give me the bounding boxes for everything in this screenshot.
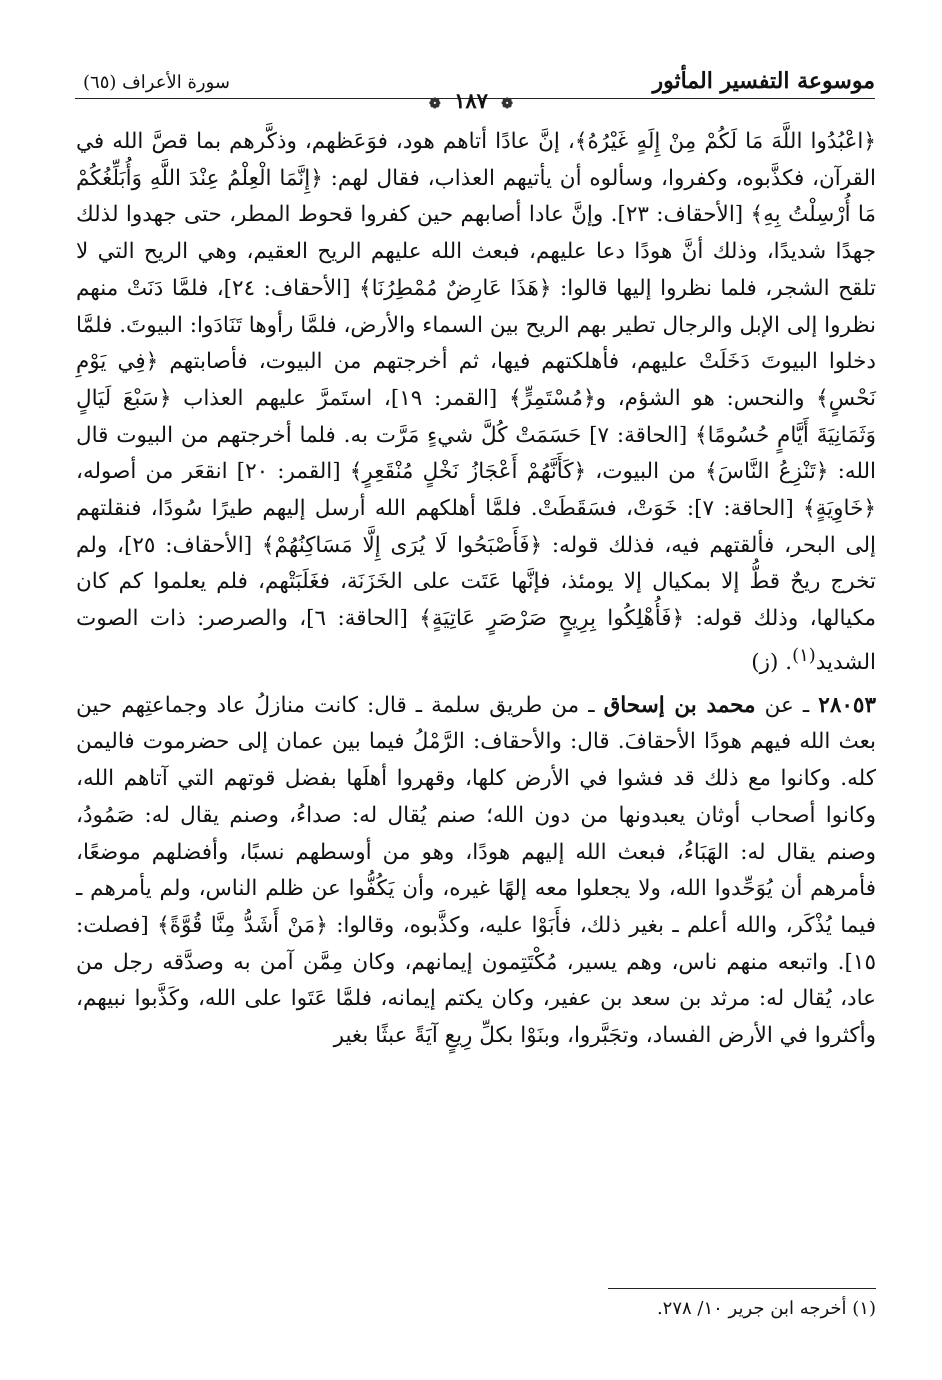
main-text (76, 124, 876, 1055)
surah-label: سورة الأعراف (٦٥) (83, 72, 230, 93)
book-title: موسوعة التفسير المأثور (652, 68, 875, 94)
paragraph-2-body: ـ من طريق سلمة ـ قال: كانت منازلُ عاد وجماعتِهم حين بعث الله فيهم هودًا الأحقافَ. قال: والأحقاف: الرَّمْلُ فيما بين عمان إلى حضرموت فاليمن كله. وكانوا مع ذلك قد فشوا في الأرض كلها، وقهروا أهلَها بفضل قوتهم التي آتاهم الله، وكانوا أصحاب أوثان يعبدونها من دون الله؛ صنم يُقال له: صداءُ، وصنم يقال له: صَمُودُ، وصنم يقال له: الهَبَاءُ، فبعث الله إليهم هودًا، وهو من أوسطهم نسبًا، وأفضلهم موضعًا، فأمرهم أن يُوَحِّدوا الله، ولا يجعلوا معه إلهًا غيره، وأن يَكُفُّوا عن ظلم الناس، ولم يأمرهم ـ فيما يُذْكَر، والله أعلم ـ بغير ذلك، فأَبَوْا عليه، وكذَّبوه، وقالوا: ﴿مَنْ أَشَدُّ مِنَّا قُوَّةً﴾ [فصلت: ١٥]. واتبعه منهم ناس، وهم يسير، مُكْتَتِمون إيمانهم، وكان مِمَّن آمن به وصدَّقه رجل من عاد، يُقال له: مرثد بن سعد بن عفير، وكان يكتم إيمانه، فلمَّا عَتَوا على الله، وكَذَّبوا نبيهم، وأكثروا في الأرض الفساد، وتجَبَّروا، وبنَوْا بكلِّ رِيعٍ آيَةً عبثًا بغير (76, 692, 876, 1049)
ornament-icon: ❁ (501, 96, 513, 112)
ornament-icon: ❁ (429, 96, 441, 112)
paragraph-1-tail: . (ز) (751, 650, 793, 675)
page-number-row (0, 88, 942, 113)
paragraph-1-body: ﴿اعْبُدُوا اللَّهَ مَا لَكُمْ مِنْ إِلَهٍ غَيْرُهُ﴾، إنَّ عادًا أتاهم هود، فوَعَظهم، وذكَّرهم بما قصَّ الله في القرآن، فكذَّبوه، وكفروا، وسألوه أن يأتيهم العذاب، فقال لهم: ﴿إِنَّمَا الْعِلْمُ عِنْدَ اللَّهِ وَأُبَلِّغُكُمْ مَا أُرْسِلْتُ بِهِ﴾ [الأحقاف: ٢٣]. وإنَّ عادا أصابهم حين كفروا قحوط المطر، حتى جهدوا لذلك جهدًا شديدًا، وذلك أنَّ هودًا دعا عليهم، فبعث الله عليهم الريح العقيم، وهي الريح التي لا تلقح الشجر، فلما نظروا إليها قالوا: ﴿هَذَا عَارِضٌ مُمْطِرُنَا﴾ [الأحقاف: ٢٤]، فلمَّا دَنَتْ منهم نظروا إلى الإبل والرجال تطير بهم الريح بين السماء والأرض، فلمَّا رأوها تَنَادَوا: البيوتَ. فلمَّا دخلوا البيوتَ دَخَلَتْ عليهم، فأهلكتهم فيها، ثم أخرجتهم من البيوت، فأصابتهم ﴿فِي يَوْمِ نَحْسٍ﴾ والنحس: هو الشؤم، و﴿مُسْتَمِرٍّ﴾ [القمر: ١٩]، استَمرَّ عليهم العذاب ﴿سَبْعَ لَيَالٍ وَثَمَانِيَةَ أَيَّامٍ حُسُومًا﴾ [الحاقة: ٧] حَسَمَتْ كُلَّ شيءٍ مَرَّت به. فلما أخرجتهم من البيوت قال الله: ﴿تَنْزِعُ النَّاسَ﴾ من البيوت، ﴿كَأَنَّهُمْ أَعْجَازُ نَخْلٍ مُنْقَعِرٍ﴾ [القمر: ٢٠] انقعَر من أصوله، ﴿خَاوِيَةٍ﴾ [الحاقة: ٧]: خَوَتْ، فسَقَطَتْ. فلمَّا أهلكهم الله أرسل إليهم طيرًا سُودًا، فنقلتهم إلى البحر، فألقتهم فيه، فذلك قوله: ﴿فَأَصْبَحُوا لَا يُرَى إِلَّا مَسَاكِنُهُمْ﴾ [الأحقاف: ٢٥]، ولم تخرج ريحٌ قطُّ إلا بمكيال إلا يومئذ، فإنَّها عَتَت على الخَزَنَة، فغَلَبَتْهم، فلم يعلموا كم كان مكيالها، وذلك قوله: ﴿فَأُهْلِكُوا بِرِيحٍ صَرْصَرٍ عَاتِيَةٍ﴾ [الحاقة: ٦]، والصرصر: ذات الصوت الشديد (76, 129, 877, 675)
paragraph-1 (76, 124, 876, 682)
footnote-ref: (١) (792, 644, 816, 666)
page-number: ١٨٧ (454, 88, 488, 113)
narrator-name: محمد بن إسحاق (603, 692, 756, 718)
entry-separator: ـ عن (755, 692, 819, 718)
paragraph-2 (76, 688, 876, 1055)
entry-number: ٢٨٠٥٣ (818, 692, 877, 718)
footnote-rule (608, 1288, 876, 1289)
footnote: (١) أخرجه ابن جرير ١٠/ ٢٧٨. (656, 1298, 876, 1319)
